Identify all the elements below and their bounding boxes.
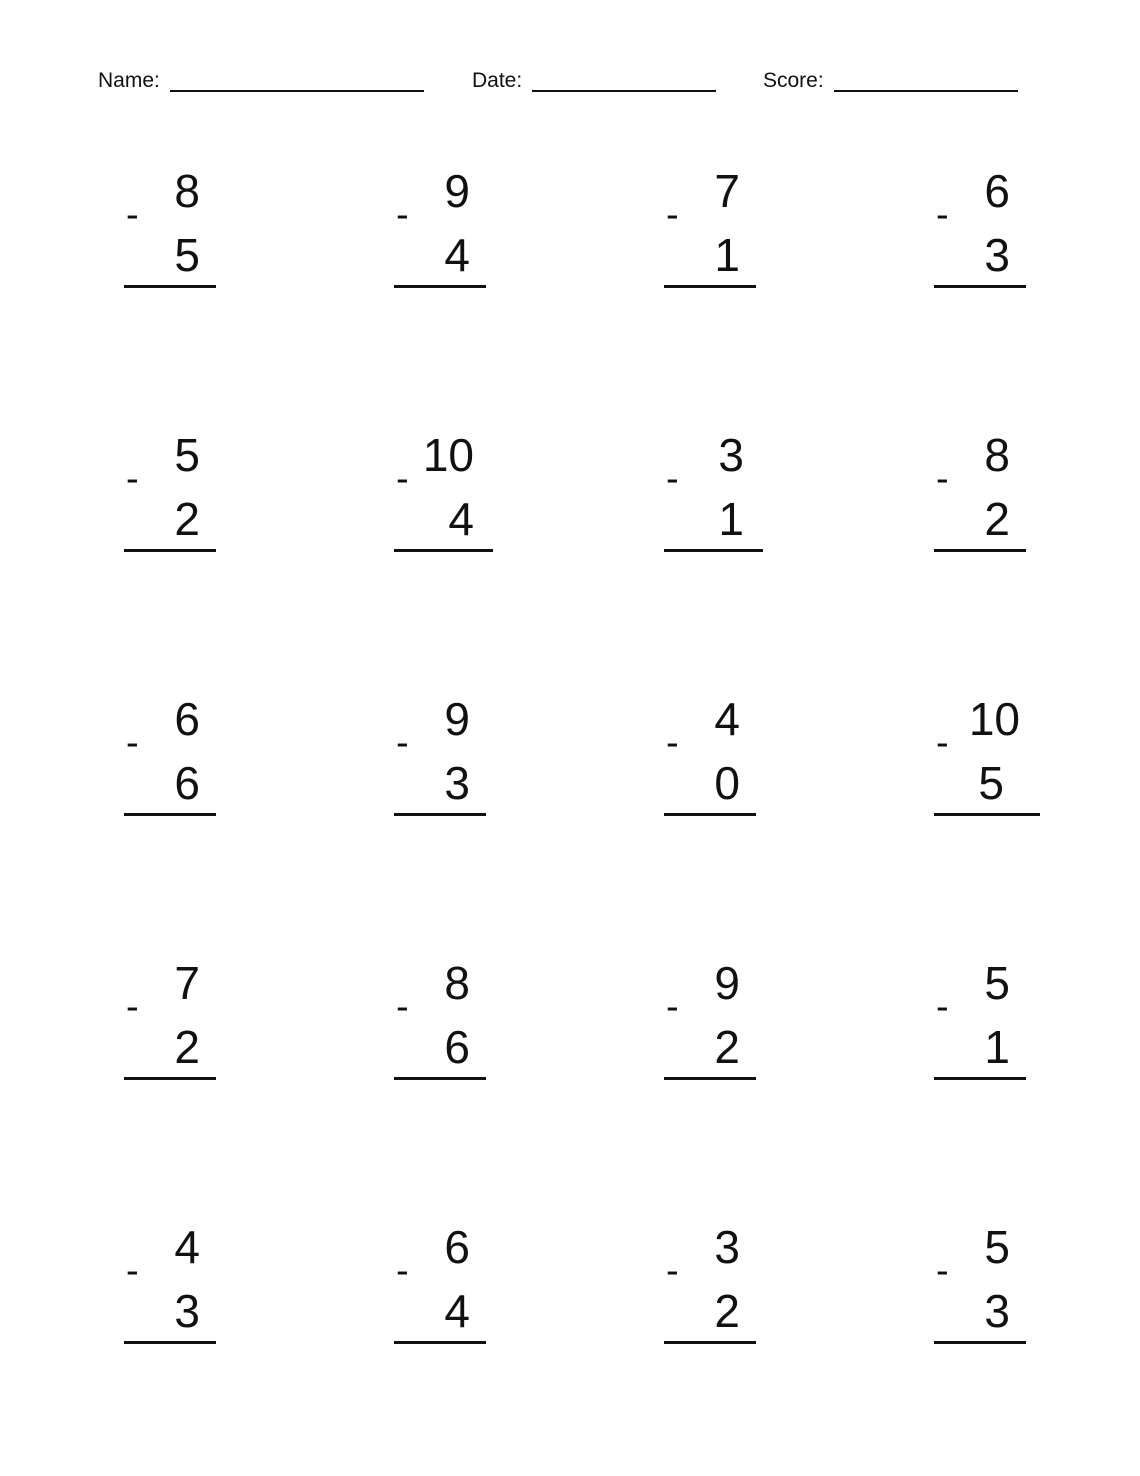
minus-sign: - bbox=[396, 458, 409, 500]
minus-sign: - bbox=[666, 1250, 679, 1292]
subtrahend: 4 bbox=[444, 229, 470, 281]
problem bbox=[394, 1219, 504, 1349]
problem bbox=[664, 163, 774, 293]
minus-sign: - bbox=[936, 722, 949, 764]
answer-line[interactable] bbox=[394, 1341, 486, 1344]
answer-line[interactable] bbox=[934, 285, 1026, 288]
subtrahend: 3 bbox=[444, 757, 470, 809]
name-label: Name: bbox=[98, 69, 160, 92]
answer-line[interactable] bbox=[934, 813, 1040, 816]
answer-line[interactable] bbox=[664, 813, 756, 816]
minuend: 6 bbox=[444, 1221, 470, 1273]
minus-sign: - bbox=[396, 1250, 409, 1292]
minuend: 5 bbox=[174, 429, 200, 481]
answer-line[interactable] bbox=[124, 1077, 216, 1080]
problem bbox=[124, 955, 234, 1085]
minuend: 5 bbox=[984, 957, 1010, 1009]
subtrahend: 2 bbox=[984, 493, 1010, 545]
answer-line[interactable] bbox=[664, 1341, 756, 1344]
problem bbox=[664, 691, 774, 821]
minuend: 5 bbox=[984, 1221, 1010, 1273]
answer-line[interactable] bbox=[664, 285, 756, 288]
score-field[interactable] bbox=[763, 66, 1018, 96]
minuend: 9 bbox=[444, 165, 470, 217]
problem bbox=[934, 1219, 1044, 1349]
minus-sign: - bbox=[666, 722, 679, 764]
answer-line[interactable] bbox=[664, 1077, 756, 1080]
subtrahend: 1 bbox=[714, 229, 740, 281]
answer-line[interactable] bbox=[664, 549, 763, 552]
answer-line[interactable] bbox=[124, 549, 216, 552]
subtrahend: 1 bbox=[984, 1021, 1010, 1073]
problem bbox=[664, 1219, 774, 1349]
minus-sign: - bbox=[126, 458, 139, 500]
minus-sign: - bbox=[396, 722, 409, 764]
minus-sign: - bbox=[666, 458, 679, 500]
problem bbox=[934, 427, 1044, 557]
problem bbox=[394, 163, 504, 293]
minuend: 6 bbox=[984, 165, 1010, 217]
subtrahend: 0 bbox=[714, 757, 740, 809]
problem bbox=[394, 691, 504, 821]
name-blank-line[interactable] bbox=[170, 90, 424, 92]
problem bbox=[124, 691, 234, 821]
minus-sign: - bbox=[126, 1250, 139, 1292]
name-field[interactable] bbox=[98, 66, 424, 96]
subtrahend: 3 bbox=[984, 1285, 1010, 1337]
minuend: 6 bbox=[174, 693, 200, 745]
problem bbox=[664, 955, 774, 1085]
problem bbox=[934, 955, 1044, 1085]
minuend: 9 bbox=[714, 957, 740, 1009]
answer-line[interactable] bbox=[394, 549, 493, 552]
answer-line[interactable] bbox=[394, 813, 486, 816]
answer-line[interactable] bbox=[394, 285, 486, 288]
minuend: 9 bbox=[444, 693, 470, 745]
subtrahend: 1 bbox=[718, 493, 744, 545]
minus-sign: - bbox=[936, 1250, 949, 1292]
date-label: Date: bbox=[472, 69, 523, 92]
minus-sign: - bbox=[126, 722, 139, 764]
minus-sign: - bbox=[936, 986, 949, 1028]
problem bbox=[664, 427, 774, 557]
minuend: 10 bbox=[968, 693, 1020, 745]
subtrahend: 2 bbox=[174, 493, 200, 545]
minuend: 10 bbox=[422, 429, 474, 481]
answer-line[interactable] bbox=[124, 1341, 216, 1344]
minuend: 8 bbox=[984, 429, 1010, 481]
minuend: 8 bbox=[444, 957, 470, 1009]
subtrahend: 5 bbox=[978, 757, 1004, 809]
problem bbox=[934, 691, 1044, 821]
problem bbox=[394, 955, 504, 1085]
subtrahend: 5 bbox=[174, 229, 200, 281]
subtrahend: 4 bbox=[444, 1285, 470, 1337]
score-label: Score: bbox=[763, 69, 824, 92]
minus-sign: - bbox=[936, 194, 949, 236]
problem bbox=[934, 163, 1044, 293]
minuend: 7 bbox=[174, 957, 200, 1009]
subtrahend: 6 bbox=[444, 1021, 470, 1073]
problem bbox=[394, 427, 504, 557]
minuend: 7 bbox=[714, 165, 740, 217]
answer-line[interactable] bbox=[934, 1341, 1026, 1344]
subtrahend: 4 bbox=[448, 493, 474, 545]
minus-sign: - bbox=[666, 194, 679, 236]
answer-line[interactable] bbox=[394, 1077, 486, 1080]
minuend: 8 bbox=[174, 165, 200, 217]
subtrahend: 3 bbox=[174, 1285, 200, 1337]
problem bbox=[124, 427, 234, 557]
minuend: 4 bbox=[714, 693, 740, 745]
date-field[interactable] bbox=[472, 66, 716, 96]
minus-sign: - bbox=[396, 986, 409, 1028]
problem bbox=[124, 1219, 234, 1349]
answer-line[interactable] bbox=[124, 813, 216, 816]
minus-sign: - bbox=[666, 986, 679, 1028]
score-blank-line[interactable] bbox=[834, 90, 1018, 92]
minuend: 4 bbox=[174, 1221, 200, 1273]
minus-sign: - bbox=[126, 194, 139, 236]
subtrahend: 3 bbox=[984, 229, 1010, 281]
answer-line[interactable] bbox=[934, 549, 1026, 552]
subtrahend: 2 bbox=[174, 1021, 200, 1073]
minus-sign: - bbox=[396, 194, 409, 236]
minuend: 3 bbox=[718, 429, 744, 481]
problem bbox=[124, 163, 234, 293]
minuend: 3 bbox=[714, 1221, 740, 1273]
subtrahend: 2 bbox=[714, 1285, 740, 1337]
date-blank-line[interactable] bbox=[532, 90, 716, 92]
subtrahend: 6 bbox=[174, 757, 200, 809]
subtrahend: 2 bbox=[714, 1021, 740, 1073]
minus-sign: - bbox=[126, 986, 139, 1028]
minus-sign: - bbox=[936, 458, 949, 500]
answer-line[interactable] bbox=[934, 1077, 1026, 1080]
answer-line[interactable] bbox=[124, 285, 216, 288]
